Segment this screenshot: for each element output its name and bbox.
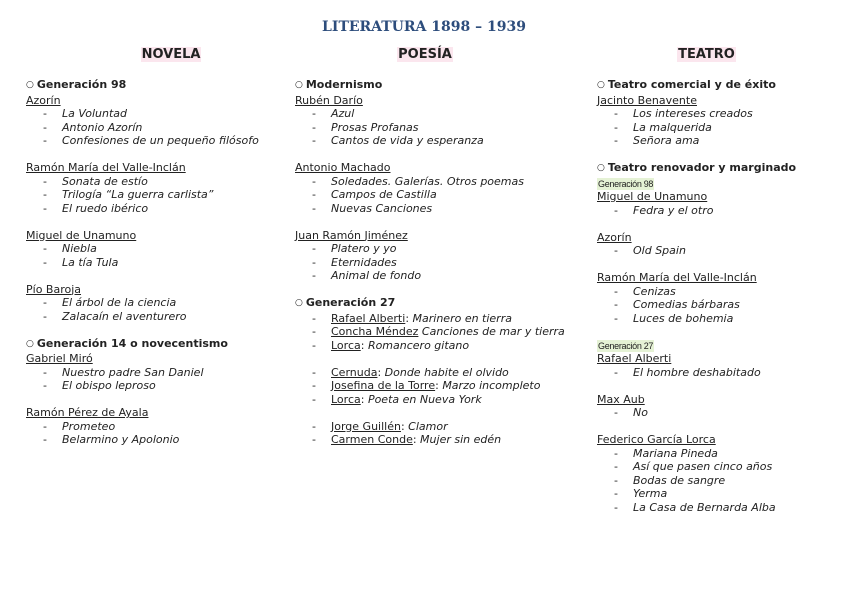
work-item: - Cantos de vida y esperanza [312, 134, 585, 148]
author-machado: Antonio Machado [295, 161, 391, 174]
works-list [295, 312, 585, 353]
work-item: - Soledades. Galerías. Otros poemas [312, 175, 585, 189]
section-teatro-comercial: ○ Teatro comercial y de éxito [597, 78, 776, 91]
work-item: - Rafael Alberti: Marinero en tierra [312, 312, 585, 326]
author-baroja: Pío Baroja [26, 282, 82, 296]
circle-bullet-icon: ○ [295, 298, 303, 308]
works-list [597, 285, 842, 326]
work-item: - La tía Tula [43, 256, 286, 270]
author-valle-inclan: Ramón María del Valle-Inclán [597, 271, 757, 284]
work-item: - Niebla [43, 242, 286, 256]
work-item: - Así que pasen cinco años [614, 460, 842, 474]
work-item: - Yerma [614, 487, 842, 501]
author-perez-de-ayala: Ramón Pérez de Ayala [26, 406, 149, 419]
author-valle-inclan: Ramón María del Valle-Inclán [26, 161, 186, 174]
work-item: - El hombre deshabitado [614, 366, 842, 380]
section-generacion-98: ○ Generación 98 [26, 78, 127, 91]
work-item: - Trilogía “La guerra carlista” [43, 188, 286, 202]
work-item: - Luces de bohemia [614, 312, 842, 326]
works-list [295, 366, 585, 407]
works-list [295, 175, 585, 216]
author-miro: Gabriel Miró [26, 352, 93, 365]
circle-bullet-icon: ○ [597, 80, 605, 90]
works-list [26, 242, 286, 269]
work-item: - Cernuda: Donde habite el olvido [312, 366, 585, 380]
heading-teatro: TEATRO [678, 47, 735, 62]
work-item: - Antonio Azorín [43, 121, 286, 135]
works-list [597, 406, 842, 420]
works-list [597, 366, 842, 380]
work-item: - La malquerida [614, 121, 842, 135]
works-list [26, 107, 286, 148]
work-item: - El ruedo ibérico [43, 202, 286, 216]
section-generacion-14: ○ Generación 14 o novecentismo [26, 336, 228, 350]
work-item: - Lorca: Poeta en Nueva York [312, 393, 585, 407]
work-item: - Jorge Guillén: Clamor [312, 420, 585, 434]
work-item: - Confesiones de un pequeño filósofo [43, 134, 286, 148]
section-teatro-renovador: ○ Teatro renovador y marginado [597, 161, 797, 174]
work-item: - La Casa de Bernarda Alba [614, 501, 842, 515]
works-list [597, 107, 842, 148]
author-unamuno: Miguel de Unamuno [597, 190, 708, 203]
column-novela [26, 46, 286, 447]
author-dario: Rubén Darío [295, 93, 363, 107]
works-list [26, 366, 286, 393]
circle-bullet-icon: ○ [26, 338, 34, 349]
work-item: - La Voluntad [43, 107, 286, 121]
circle-bullet-icon: ○ [597, 163, 605, 173]
author-benavente: Jacinto Benavente [597, 93, 697, 107]
circle-bullet-icon: ○ [26, 80, 34, 90]
author-unamuno: Miguel de Unamuno [26, 228, 137, 242]
heading-poesia: POESÍA [398, 47, 452, 62]
work-item: - Nuevas Canciones [312, 202, 585, 216]
work-item: - Los intereses creados [614, 107, 842, 121]
column-poesia [295, 46, 585, 447]
works-list [26, 420, 286, 447]
heading-novela: NOVELA [141, 47, 201, 62]
works-list [26, 175, 286, 216]
work-item: - Señora ama [614, 134, 842, 148]
work-item: - Carmen Conde: Mujer sin edén [312, 433, 585, 447]
work-item: - No [614, 406, 842, 420]
section-modernismo: ○ Modernismo [295, 78, 383, 91]
works-list [597, 244, 842, 258]
work-item: - Prometeo [43, 420, 286, 434]
work-item: - Animal de fondo [312, 269, 585, 283]
page-title: LITERATURA 1898 – 1939 [322, 19, 526, 35]
works-list [26, 296, 286, 323]
works-list [295, 107, 585, 148]
generation-tag-98: Generación 98 [598, 178, 654, 189]
work-item: - Platero y yo [312, 242, 585, 256]
generation-tag-27: Generación 27 [598, 340, 654, 351]
author-jimenez: Juan Ramón Jiménez [295, 228, 408, 242]
work-item: - Fedra y el otro [614, 204, 842, 218]
work-item: - Azul [312, 107, 585, 121]
work-item: - Mariana Pineda [614, 447, 842, 461]
work-item: - Nuestro padre San Daniel [43, 366, 286, 380]
work-item: - Concha Méndez Canciones de mar y tierra [312, 325, 585, 339]
column-teatro [597, 46, 842, 514]
work-item: - Zalacaín el aventurero [43, 310, 286, 324]
author-azorin: Azorín [26, 93, 61, 107]
works-list [597, 447, 842, 515]
circle-bullet-icon: ○ [295, 80, 303, 90]
work-item: - Prosas Profanas [312, 121, 585, 135]
work-item: - Comedias bárbaras [614, 298, 842, 312]
work-item: - Eternidades [312, 256, 585, 270]
works-list [295, 242, 585, 283]
work-item: - Lorca: Romancero gitano [312, 339, 585, 353]
work-item: - El obispo leproso [43, 379, 286, 393]
work-item: - Belarmino y Apolonio [43, 433, 286, 447]
work-item: - Old Spain [614, 244, 842, 258]
work-item: - Campos de Castilla [312, 188, 585, 202]
work-item: - Cenizas [614, 285, 842, 299]
work-item: - Josefina de la Torre: Marzo incompleto [312, 379, 585, 393]
works-list [597, 204, 842, 218]
work-item: - Sonata de estío [43, 175, 286, 189]
author-max-aub: Max Aub [597, 392, 645, 406]
author-azorin: Azorín [597, 230, 632, 244]
works-list [295, 420, 585, 447]
work-item: - Bodas de sangre [614, 474, 842, 488]
author-garcia-lorca: Federico García Lorca [597, 433, 716, 446]
author-alberti: Rafael Alberti [597, 352, 672, 365]
section-generacion-27: ○ Generación 27 [295, 296, 396, 309]
work-item: - El árbol de la ciencia [43, 296, 286, 310]
